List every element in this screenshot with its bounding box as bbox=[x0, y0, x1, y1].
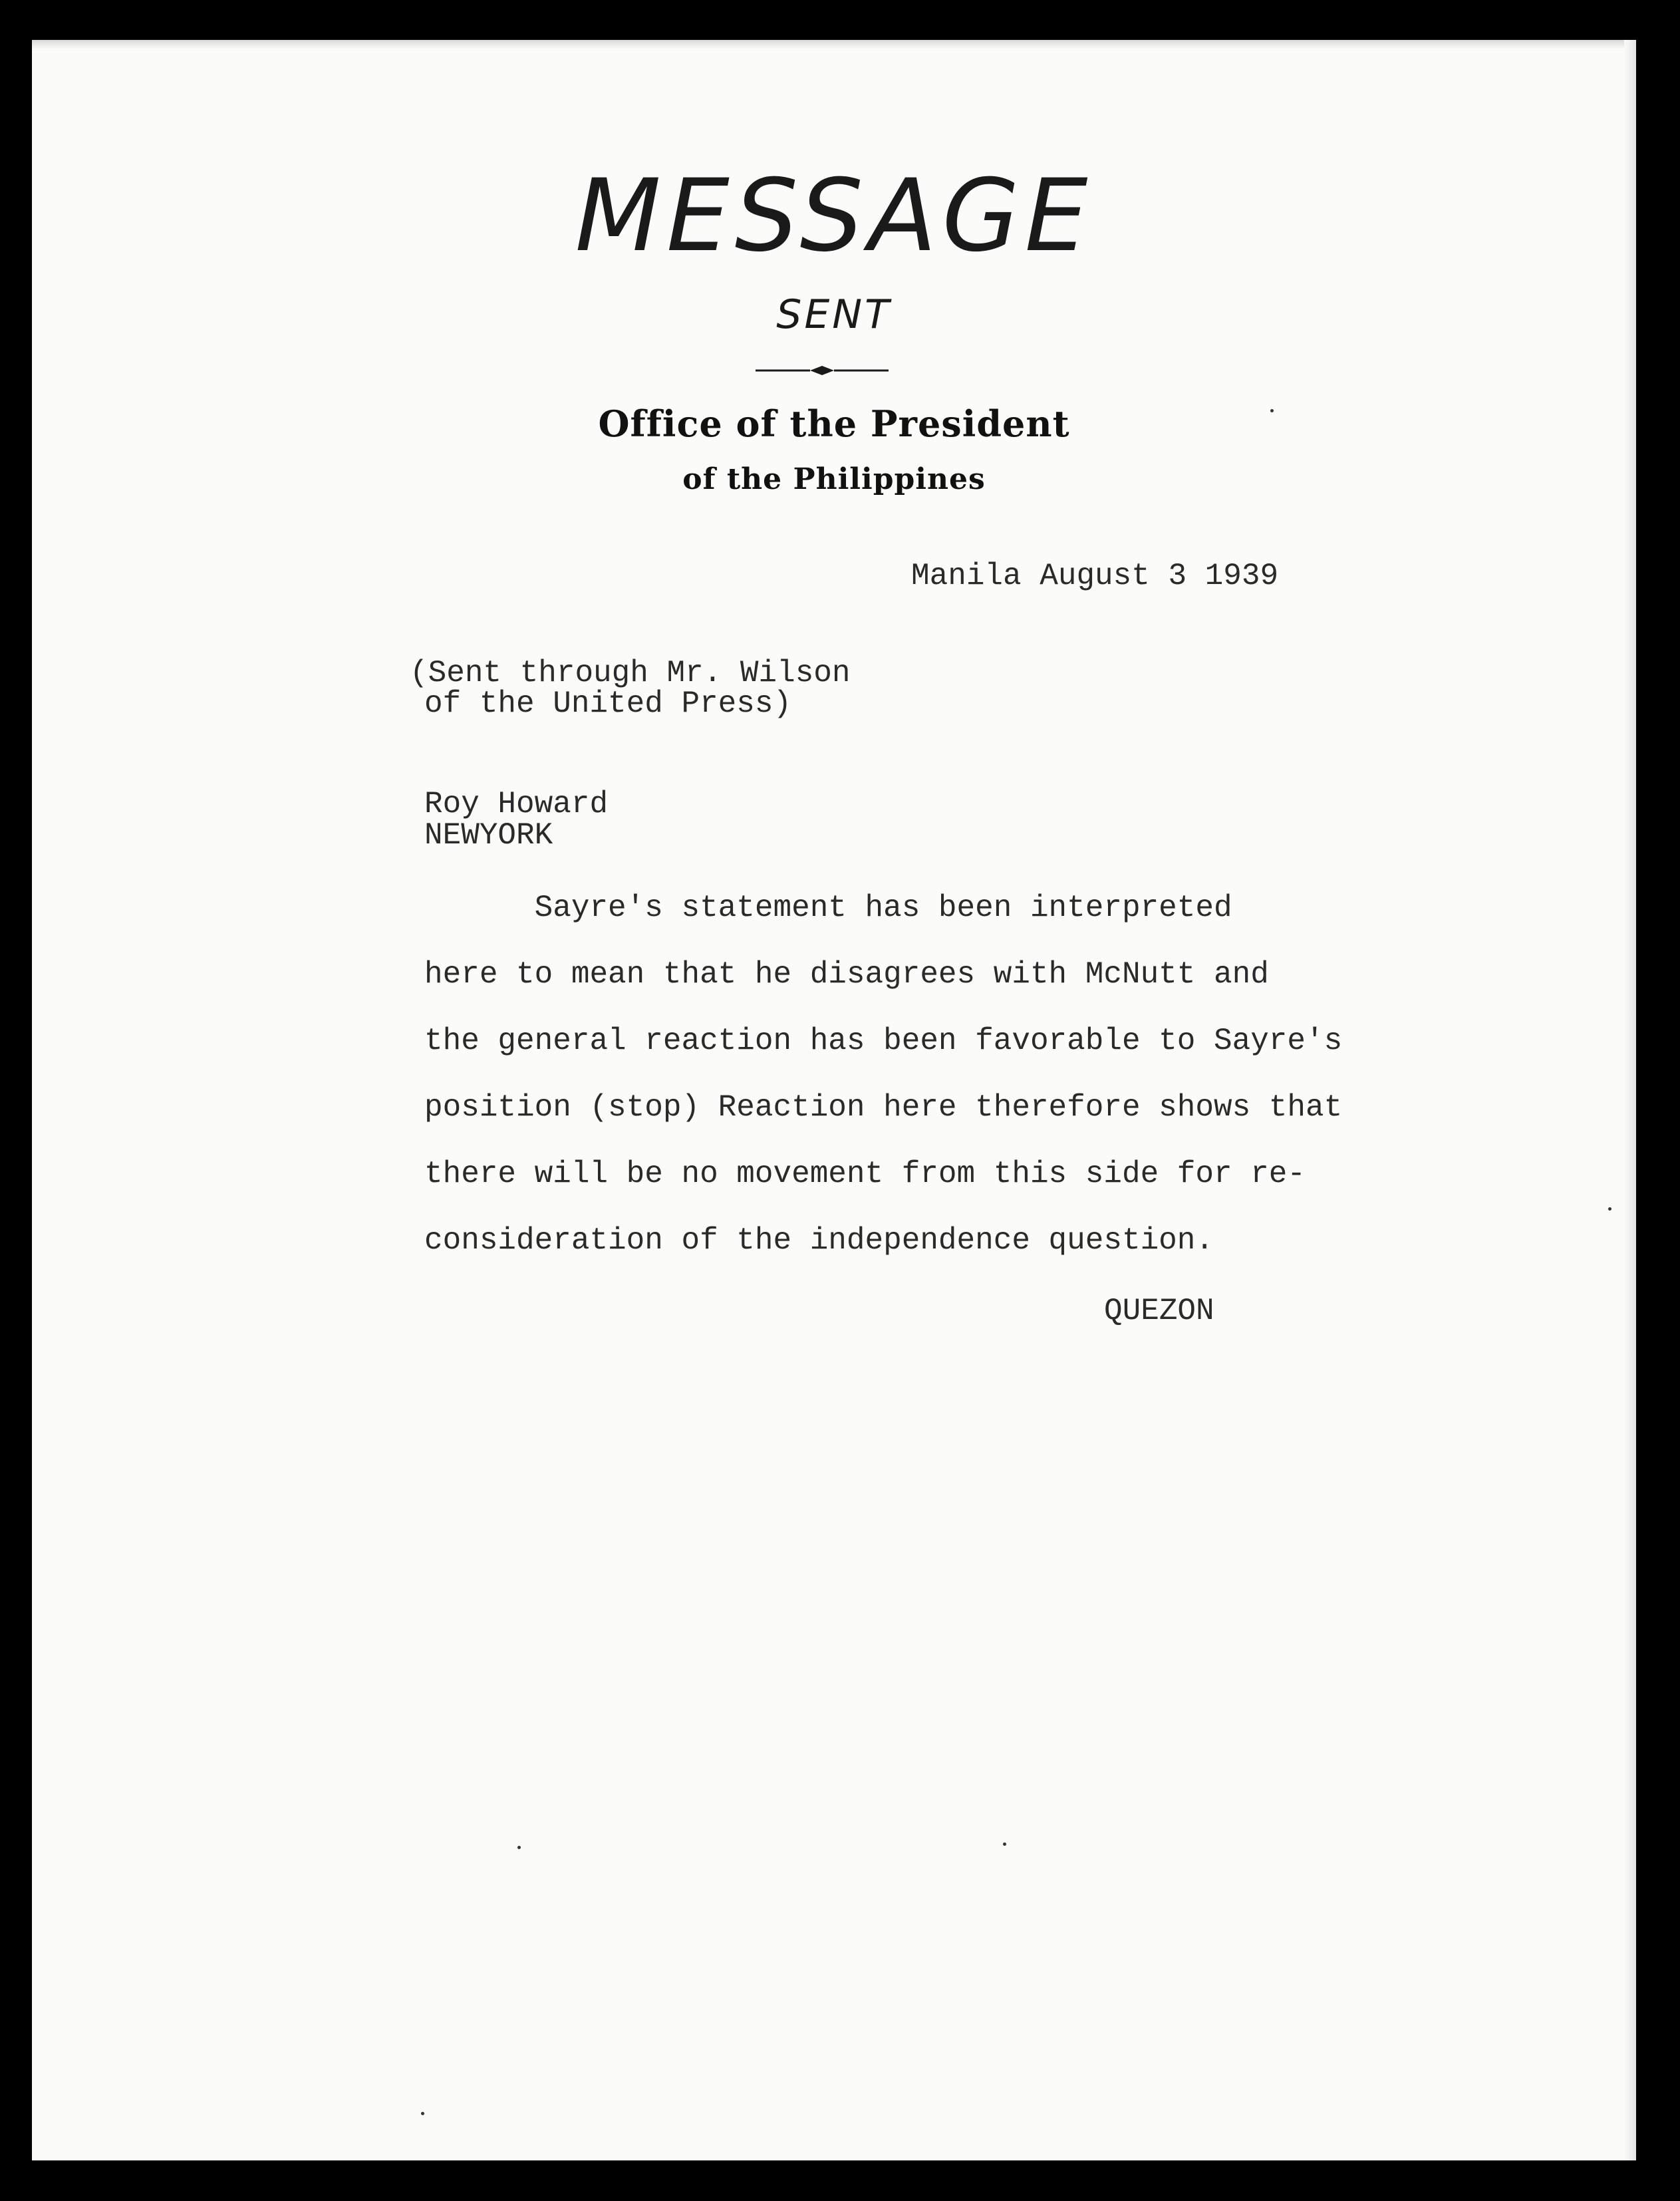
message-body bbox=[424, 875, 1488, 1274]
body-line: the general reaction has been favorable to Sayre's bbox=[424, 1024, 1343, 1058]
body-line: position (stop) Reaction here therefore shows that bbox=[424, 1090, 1343, 1125]
office-name: Office of the President bbox=[598, 402, 1070, 445]
paper-speck bbox=[1003, 1842, 1006, 1846]
body-line: there will be no movement from this side for re- bbox=[424, 1157, 1306, 1191]
recipient-city: NEWYORK bbox=[424, 818, 553, 853]
signature: QUEZON bbox=[1104, 1294, 1214, 1328]
office-country: of the Philippines bbox=[682, 462, 986, 496]
paper-speck bbox=[1608, 1207, 1611, 1211]
date-line: Manila August 3 1939 bbox=[911, 559, 1279, 593]
body-line: here to mean that he disagrees with McNutt and bbox=[424, 957, 1269, 992]
letterhead-subtitle: SENT bbox=[776, 291, 892, 338]
paper-speck bbox=[421, 2112, 424, 2115]
page-right-edge bbox=[1624, 40, 1636, 2160]
paper-speck bbox=[1270, 409, 1274, 412]
paper-speck bbox=[517, 1846, 521, 1849]
body-line: Sayre's statement has been interpreted bbox=[424, 891, 1232, 925]
routing-line-2: of the United Press) bbox=[424, 686, 792, 721]
routing-line-1: (Sent through Mr. Wilson bbox=[410, 656, 851, 690]
body-line: consideration of the independence question. bbox=[424, 1223, 1214, 1258]
page-top-edge bbox=[32, 40, 1636, 49]
letterhead-title: MESSAGE bbox=[575, 158, 1093, 274]
recipient-name: Roy Howard bbox=[424, 787, 609, 821]
document-page bbox=[32, 40, 1636, 2160]
divider-ornament-icon bbox=[756, 363, 889, 378]
